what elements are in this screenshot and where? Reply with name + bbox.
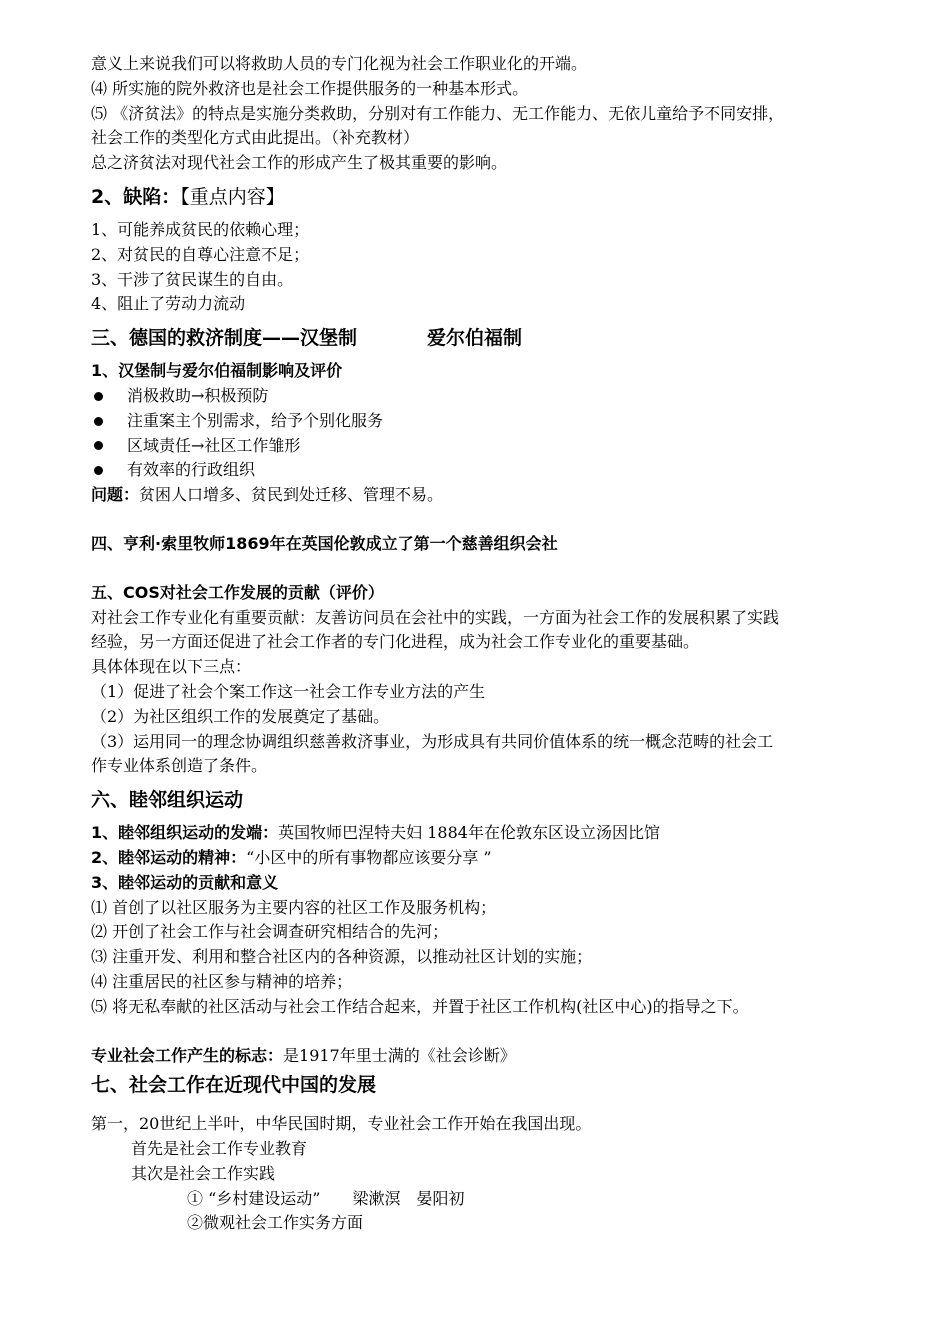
problem-text: 贫困人口增多、贫民到处迁移、管理不易。 xyxy=(139,485,444,505)
bullet-item xyxy=(91,384,921,409)
section-7-line: ②微观社会工作实务方面 xyxy=(187,1213,364,1233)
profession-mark-text: 是1917年里士满的《社会诊断》 xyxy=(283,1045,516,1065)
defect-item: 3、干涉了贫民谋生的自由。 xyxy=(91,269,294,289)
section-5-title: 五、COS对社会工作发展的贡献（评价） xyxy=(91,582,384,602)
bullet-text: 消极救助→积极预防 xyxy=(127,385,269,405)
item-text: “小区中的所有事物都应该要分享 ” xyxy=(246,847,492,867)
bullet-item xyxy=(91,409,921,434)
bullet-dot-icon xyxy=(94,392,103,401)
defect-item: 2、对贫民的自尊心注意不足； xyxy=(91,244,310,264)
section-5-line: （2）为社区组织工作的发展奠定了基础。 xyxy=(91,706,390,726)
contribution-item: ⑷ 注重居民的社区参与精神的培养； xyxy=(91,971,353,991)
bullet-dot-icon xyxy=(94,441,103,450)
defect-item: 1、可能养成贫民的依赖心理； xyxy=(91,219,310,239)
section-3-title xyxy=(91,325,921,351)
section-5-line: （3）运用同一的理念协调组织慈善救济事业，为形成具有共同价值体系的统一概念范畴的社会工 xyxy=(91,731,774,751)
section-3-title-a: 三、德国的救济制度——汉堡制 xyxy=(91,327,358,350)
section-7-line: 其次是社会工作实践 xyxy=(131,1163,276,1183)
bullet-item xyxy=(91,434,921,459)
section-5-line: 具体体现在以下三点： xyxy=(91,657,252,677)
item-label: 1、睦邻组织运动的发端： xyxy=(91,823,279,843)
section-4-title: 四、亨利·索里牧师1869年在英国伦敦成立了第一个慈善组织会社 xyxy=(91,533,558,553)
section-3-subtitle: 1、汉堡制与爱尔伯福制影响及评价 xyxy=(91,361,343,381)
contribution-item: ⑸ 将无私奉献的社区活动与社会工作结合起来，并置于社区工作机构(社区中心)的指导之下。 xyxy=(91,996,749,1016)
defects-heading xyxy=(91,184,921,210)
section-7-line: 首先是社会工作专业教育 xyxy=(131,1139,308,1159)
section-6-item-1 xyxy=(91,821,921,846)
item-text: 英国牧师巴涅特夫妇 1884年在伦敦东区设立汤因比馆 xyxy=(278,823,660,843)
defects-heading-bold: 2、缺陷： xyxy=(91,185,181,208)
intro-line-4: 社会工作的类型化方式由此提出。（补充教材） xyxy=(91,128,420,148)
problem-label: 问题： xyxy=(91,485,140,505)
section-3-title-b: 爱尔伯福制 xyxy=(427,327,523,350)
defects-heading-note: 【重点内容】 xyxy=(180,185,285,208)
bullet-text: 有效率的行政组织 xyxy=(127,460,256,480)
section-5-line: 经验，另一方面还促进了社会工作者的专门化进程，成为社会工作专业化的重要基础。 xyxy=(91,632,700,652)
intro-line-2: ⑷ 所实施的院外救济也是社会工作提供服务的一种基本形式。 xyxy=(91,78,529,98)
section-6-item-3: 3、睦邻运动的贡献和意义 xyxy=(91,872,279,892)
profession-mark xyxy=(91,1044,921,1069)
bullet-dot-icon xyxy=(94,466,103,475)
section-7-title: 七、社会工作在近现代中国的发展 xyxy=(91,1074,377,1097)
bullet-text: 注重案主个别需求，给予个别化服务 xyxy=(127,410,384,430)
defect-item: 4、阻止了劳动力流动 xyxy=(91,294,246,314)
profession-mark-label: 专业社会工作产生的标志： xyxy=(91,1045,284,1065)
section-6-title: 六、睦邻组织运动 xyxy=(91,789,244,812)
intro-line-1: 意义上来说我们可以将救助人员的专门化视为社会工作职业化的开端。 xyxy=(91,54,588,73)
problem-line xyxy=(91,483,921,508)
section-5-line: （1）促进了社会个案工作这一社会工作专业方法的产生 xyxy=(91,681,486,701)
section-7-line: ① “乡村建设运动” 梁漱溟 晏阳初 xyxy=(187,1188,465,1208)
section-7-line: 第一，20世纪上半叶，中华民国时期，专业社会工作开始在我国出现。 xyxy=(91,1114,592,1134)
document-page xyxy=(91,52,921,1236)
contribution-item: ⑶ 注重开发、利用和整合社区内的各种资源，以推动社区计划的实施； xyxy=(91,947,593,967)
bullet-dot-icon xyxy=(94,417,103,426)
bullet-item xyxy=(91,458,921,483)
section-5-line: 作专业体系创造了条件。 xyxy=(91,756,268,776)
intro-line-3: ⑸ 《济贫法》的特点是实施分类救助，分别对有工作能力、无工作能力、无依儿童给予不同安排， xyxy=(91,103,785,123)
bullet-text: 区域责任→社区工作雏形 xyxy=(127,435,301,455)
contribution-item: ⑴ 首创了以社区服务为主要内容的社区工作及服务机构； xyxy=(91,897,497,917)
item-label: 2、睦邻运动的精神： xyxy=(91,847,247,867)
section-6-item-2 xyxy=(91,846,921,871)
contribution-item: ⑵ 开创了社会工作与社会调查研究相结合的先河； xyxy=(91,922,449,942)
section-5-line: 对社会工作专业化有重要贡献：友善访问员在会社中的实践，一方面为社会工作的发展积累了实践 xyxy=(91,607,780,627)
intro-line-5: 总之济贫法对现代社会工作的形成产生了极其重要的影响。 xyxy=(91,153,508,173)
